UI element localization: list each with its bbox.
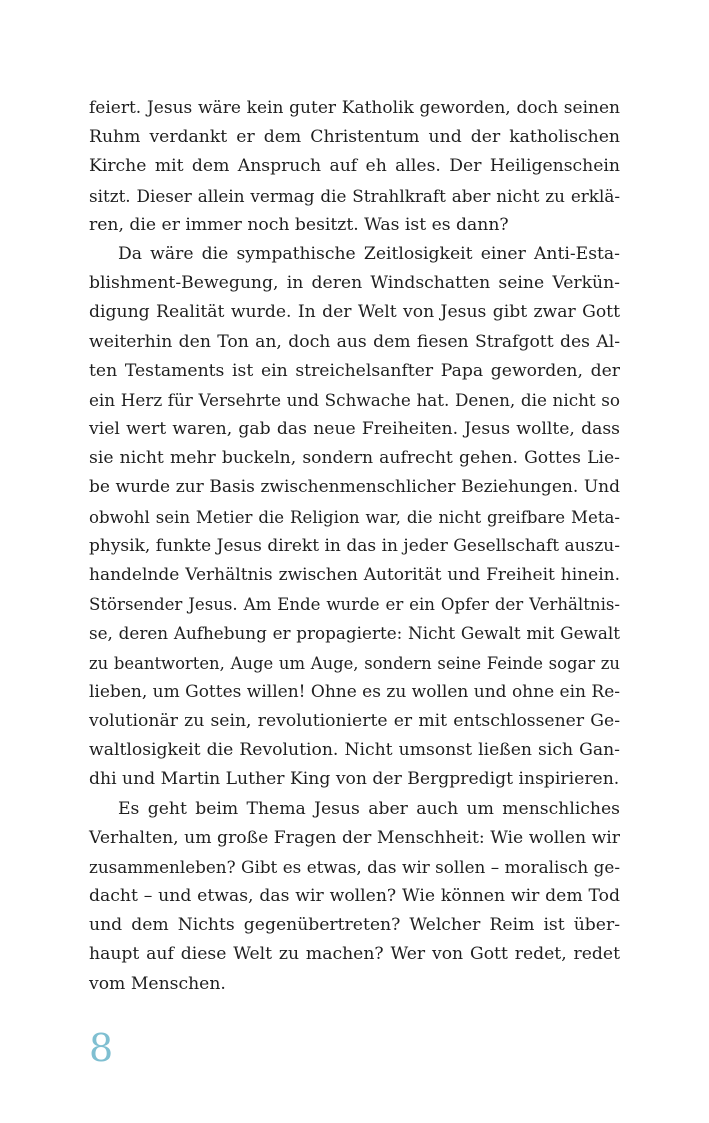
text-line: vom Menschen.	[89, 973, 226, 994]
text-line: volutionär zu sein, revolutionierte er mit entschlossener Ge-	[89, 710, 620, 731]
text-line: physik, funkte Jesus direkt in das in jeder Gesellschaft auszu-	[89, 535, 620, 556]
text-line: weiterhin den Ton an, doch aus dem fiesen Strafgott des Al-	[89, 331, 620, 352]
text-line: sitzt. Dieser allein vermag die Strahlkraft aber nicht zu erklä-	[89, 185, 620, 206]
paragraph-1	[89, 94, 620, 240]
text-line: ren, die er immer noch besitzt. Was ist es dann?	[89, 214, 509, 235]
text-line: dhi und Martin Luther King von der Bergpredigt inspirieren.	[89, 769, 620, 790]
text-line: feiert. Jesus wäre kein guter Katholik geworden, doch seinen	[89, 98, 620, 118]
text-line: haupt auf diese Welt zu machen? Wer von Gott redet, redet	[89, 944, 620, 965]
text-line: Ruhm verdankt er dem Christentum und der katholischen	[89, 127, 620, 148]
text-line: und dem Nichts gegenübertreten? Welcher Reim ist über-	[89, 915, 620, 936]
text-line: dacht – und etwas, das wir wollen? Wie können wir dem Tod	[89, 886, 620, 907]
text-line: ten Testaments ist ein streichelsanfter Papa geworden, der	[89, 360, 620, 381]
text-line: zu beantworten, Auge um Auge, sondern seine Feinde sogar zu	[89, 653, 620, 673]
text-line: viel wert waren, gab das neue Freiheiten. Jesus wollte, dass	[89, 419, 620, 440]
text-line: sie nicht mehr buckeln, sondern aufrecht gehen. Gottes Lie-	[89, 448, 620, 469]
page-number: 8	[89, 1026, 114, 1070]
text-line: handelnde Verhältnis zwischen Autorität und Freiheit hinein.	[89, 565, 620, 585]
text-line: Es geht beim Thema Jesus aber auch um menschliches	[118, 798, 620, 819]
text-line: Störsender Jesus. Am Ende wurde er ein Opfer der Verhältnis-	[89, 595, 620, 615]
paragraph-3	[89, 795, 620, 999]
text-line: Verhalten, um große Fragen der Menschheit: Wie wollen wir	[89, 827, 620, 848]
text-line: obwohl sein Metier die Religion war, die nicht greifbare Meta-	[89, 507, 620, 527]
text-line: blishment-Bewegung, in deren Windschatten seine Verkün-	[89, 273, 620, 294]
body-text	[89, 94, 620, 999]
text-line: zusammenleben? Gibt es etwas, das wir sollen – moralisch ge-	[89, 856, 620, 877]
text-line: se, deren Aufhebung er propagierte: Nicht Gewalt mit Gewalt	[89, 623, 620, 644]
text-line: waltlosigkeit die Revolution. Nicht umsonst ließen sich Gan-	[89, 740, 620, 761]
text-line: Kirche mit dem Anspruch auf eh alles. Der Heiligenschein	[89, 156, 620, 177]
text-line: ein Herz für Versehrte und Schwache hat. Denen, die nicht so	[89, 389, 620, 410]
text-line: be wurde zur Basis zwischenmenschlicher Beziehungen. Und	[89, 477, 620, 498]
paragraph-2	[89, 240, 620, 795]
text-line: digung Realität wurde. In der Welt von Jesus gibt zwar Gott	[89, 302, 620, 323]
text-line: Da wäre die sympathische Zeitlosigkeit einer Anti-Esta-	[118, 243, 620, 264]
text-line: lieben, um Gottes willen! Ohne es zu wollen und ohne ein Re-	[89, 681, 620, 702]
